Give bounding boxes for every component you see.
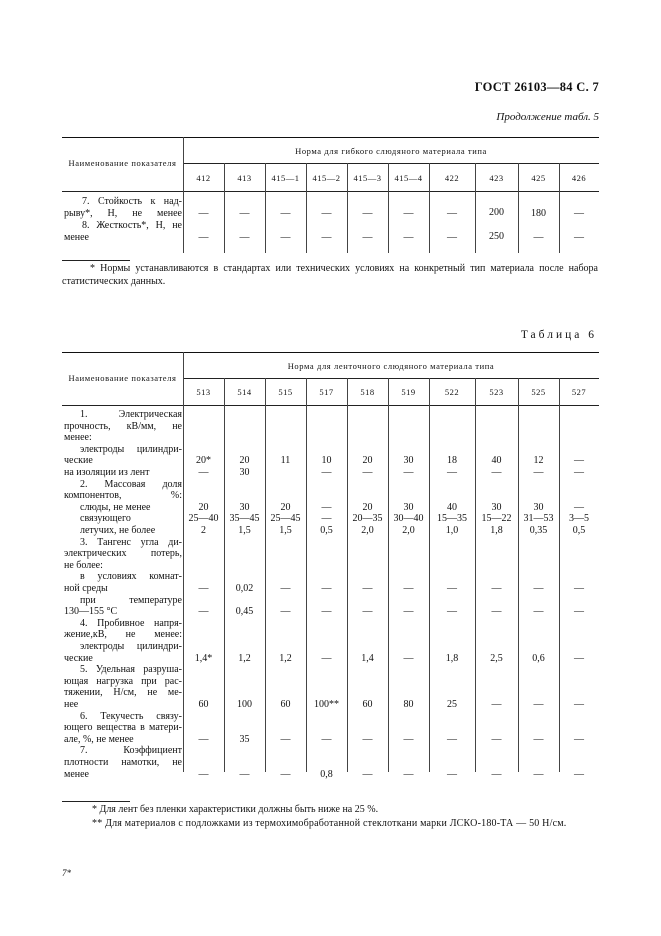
table-6-row-label: 3. Тангенс угла ди- [80, 536, 182, 548]
table-6-cell: 0,5 [572, 525, 586, 536]
table-6-cell: 2,0 [402, 525, 415, 536]
table-6-cell: — [491, 733, 502, 745]
table-5-cell: — [239, 232, 250, 243]
table-6-cell: — [280, 583, 291, 594]
table-6-group-rule [183, 378, 599, 379]
table-6-cell: — [447, 467, 457, 478]
table-6-row-label: электроды цилиндри- [80, 641, 182, 652]
table-5-cell: 250 [489, 231, 504, 242]
table-6-col-divider [265, 378, 266, 772]
table-6-cell: — [574, 583, 584, 594]
table-6-cell: 60 [362, 699, 373, 710]
table-6-cell: 31—53 [523, 513, 554, 525]
table-6-row-label: жение,кВ, не менее: [64, 629, 182, 641]
table-6-col-divider [475, 378, 476, 772]
table-6-cell: — [533, 768, 544, 780]
table-6-cell: — [403, 733, 414, 745]
table-6-row-label: ной среды [64, 583, 108, 594]
table-6-cell: — [198, 467, 209, 478]
table-5-cell: 200 [489, 207, 504, 218]
table-6-cell: — [198, 733, 209, 745]
table-6-cell: 25 [447, 699, 457, 710]
table-6-cell: 80 [403, 699, 414, 710]
table-6-cell: — [574, 606, 584, 618]
table-6-cell: 30 [403, 455, 414, 467]
table-6-cell: 15—35 [437, 513, 467, 525]
table-6-cell: — [280, 606, 291, 618]
table-6-cell: 25—40 [188, 513, 219, 525]
table-6-col-header: 517 [319, 387, 334, 397]
table-6-cell: 100** [314, 699, 339, 710]
table-6-cell: 30 [239, 467, 250, 478]
table-6-cell: — [321, 606, 332, 618]
table-6-row-label: тяжении, Н/см, не ме- [64, 687, 182, 699]
table-6-row-label: в условиях комнат- [80, 571, 182, 583]
table-6-cell: — [198, 583, 209, 594]
table-6-cell: — [403, 606, 414, 618]
table-6-cell: — [574, 467, 584, 478]
table-5-row-label: рыву*, Н, не менее [64, 208, 182, 219]
table-6-cell: 20 [239, 455, 250, 467]
table-6-row-label: слюды, не менее [80, 501, 151, 513]
table-6-row-label: ческие [64, 455, 93, 467]
table-6-cell: 0,35 [529, 525, 548, 536]
table-6-cell: 18 [447, 455, 457, 467]
table-6-cell: — [403, 467, 414, 478]
table-6-cell: 40 [491, 455, 502, 467]
table-5-cell: — [362, 232, 373, 243]
table-6-footnote-1: * Для лент без пленки характеристики должны быть ниже на 25 %. [92, 804, 379, 815]
table-6-cell: 10 [321, 455, 332, 467]
table-6-cell: — [447, 606, 457, 618]
table-5-group-rule [183, 163, 599, 164]
table-6-row-label: 5. Удельная разруша- [80, 664, 182, 676]
table-6-cell: — [491, 467, 502, 478]
table-6-cell: — [574, 699, 584, 710]
table-6-cell: — [403, 652, 414, 664]
page-header: ГОСТ 26103—84 С. 7 [474, 80, 599, 94]
table-6-cell: 30 [403, 501, 414, 513]
page-mark: 7* [62, 868, 71, 878]
table-6-cell: — [280, 768, 291, 780]
table-6-cell: — [321, 733, 332, 745]
table-6-cell: — [491, 606, 502, 618]
table-5-cell: — [403, 208, 414, 219]
table-6-row-label: 2. Массовая доля [80, 478, 182, 490]
table-6-cell: 1,5 [238, 525, 251, 536]
table-5-col-header: 415—1 [271, 173, 300, 183]
table-6-cell: — [574, 733, 584, 745]
table-6-row-label: прочность, кВ/мм, не [64, 420, 182, 432]
table-6-row-label: 1. Электрическая [80, 409, 182, 420]
table-6-row-label: электроды цилиндри- [80, 443, 182, 455]
table-6-cell: 20—35 [352, 513, 383, 525]
table-5-cell: — [447, 208, 457, 219]
table-5-cell: — [362, 208, 373, 219]
table-5-col-header: 425 [531, 173, 546, 183]
table-6-cell: — [574, 455, 584, 467]
table-6-cell: 0,45 [235, 606, 254, 618]
table-6-cell: — [362, 606, 373, 618]
table-6-cell: 1,5 [279, 525, 292, 536]
table-6-cell: — [198, 768, 209, 780]
table-5-cell: 180 [531, 208, 546, 219]
table-6-cell: — [198, 606, 209, 618]
table-6-row-label: 6. Текучесть связу- [80, 710, 182, 722]
table-6-cell: 12 [533, 455, 544, 467]
table-6-col-header: 513 [196, 387, 211, 397]
table-5-cell: — [574, 208, 584, 219]
table-5-top-rule [62, 137, 599, 138]
table-6-cell: 20 [280, 501, 291, 513]
table-6-row-label: 4. Пробивное напря- [80, 617, 182, 629]
table-6-cell: 0,6 [532, 652, 545, 664]
table-6-col-header: 527 [571, 387, 587, 397]
table-6-cell: 1,0 [445, 525, 459, 536]
table-6-cell: 2,5 [490, 652, 503, 664]
table-6-group-header: Норма для ленточного слюдяного материала типа [287, 361, 495, 371]
table-6-row-label: 7. Коэффициент [80, 745, 182, 757]
table-6-cell: 20* [196, 455, 211, 467]
table-5-col-header: 412 [196, 173, 211, 183]
table-6-cell: 1,4 [361, 652, 374, 664]
table-5-cell: — [447, 232, 457, 243]
table-6-cell: 2,0 [361, 525, 374, 536]
table-6-cell: — [280, 733, 291, 745]
table-6-cell: — [533, 606, 544, 618]
table-6-cell: 30 [533, 501, 544, 513]
table-6-cell: — [447, 733, 457, 745]
table-6-row-label: на изоляции из лент [64, 467, 150, 478]
table-6-cell: 15—22 [481, 513, 512, 525]
table-6-row-label: ющего вещества в матери- [64, 722, 182, 734]
table-6-row-label: при температуре [80, 594, 182, 606]
table-5-cell: — [280, 232, 291, 243]
table-6-footnote-2: ** Для материалов с подложками из термохимобработанной стеклоткани марки ЛСКО-180-ТА — 50 Н/см. [92, 818, 567, 829]
table-6-cell: 35—45 [229, 513, 260, 525]
table-6-title: Таблица 6 [520, 329, 597, 341]
table-6-cell: — [239, 768, 250, 780]
table-5-group-header: Норма для гибкого слюдяного материала типа [295, 146, 487, 156]
table-6-cell: — [321, 513, 332, 525]
table-5-cell: — [321, 232, 332, 243]
table-6-top-rule [62, 352, 599, 353]
table-6-row-label: 130—155 °С [64, 606, 118, 618]
table-6-cell: — [362, 583, 373, 594]
table-6-cell: — [533, 699, 544, 710]
table-6-cell: 30 [491, 501, 502, 513]
table-6-row-label: менее: [64, 432, 92, 444]
table-6-row-label: связующего [80, 513, 131, 525]
table-5-col-header: 415—4 [394, 173, 423, 183]
table-6-row-label: не более: [64, 559, 103, 571]
table-6-cell: — [321, 583, 332, 594]
table-6-row-label: ческие [64, 652, 93, 664]
table-6-cell: 1,4* [194, 652, 213, 664]
table-6-cell: — [447, 768, 457, 780]
table-6-cell: 1,8 [445, 652, 459, 664]
table-6-col-header: 515 [278, 387, 293, 397]
continuation-label: Продолжение табл. 5 [496, 111, 599, 123]
table-5-row-label: менее [64, 232, 89, 243]
table-5-cell: — [574, 232, 584, 243]
table-6-cell: 0,5 [320, 525, 333, 536]
table-6-cell: — [321, 501, 332, 513]
table-5-cell: — [321, 208, 332, 219]
table-6-col-divider [518, 378, 519, 772]
table-6-col-divider [559, 378, 560, 772]
table-6-cell: — [403, 768, 414, 780]
table-6-col-header: 519 [401, 387, 416, 397]
table-6-cell: 25—45 [270, 513, 301, 525]
table-6-cell: — [533, 467, 544, 478]
table-6-cell: — [362, 733, 373, 745]
table-5-cell: — [533, 232, 544, 243]
table-5-cell: — [198, 208, 209, 219]
table-6-row-label: ющая нагрузка при рас- [64, 675, 182, 687]
table-6-col-divider [347, 378, 348, 772]
table-6-row-label: электрических потерь, [64, 548, 182, 560]
table-5-col-header: 423 [489, 173, 504, 183]
table-5-col-header: 422 [444, 173, 460, 183]
table-6-cell: — [574, 501, 584, 513]
table-6-col-divider [224, 378, 225, 772]
table-6-cell: — [362, 768, 373, 780]
table-5-col-header: 415—2 [312, 173, 341, 183]
table-6-cell: — [491, 699, 502, 710]
footnote-divider [62, 801, 130, 802]
table-6-col-header: 518 [360, 387, 375, 397]
table-6-cell: 30—40 [393, 513, 424, 525]
table-6-cell: 1,2 [279, 652, 292, 664]
table-6-cell: — [362, 467, 373, 478]
table-6-row-label: менее [64, 768, 89, 780]
table-6-cell: 20 [362, 455, 373, 467]
table-6-cell: 0,02 [235, 583, 254, 594]
table-6-cell: — [533, 733, 544, 745]
table-6-col-divider [306, 378, 307, 772]
table-6-cell: 0,8 [320, 768, 333, 780]
table-6-row-label: компонентов, %: [64, 490, 182, 502]
table-6-row-label: летучих, не более [80, 525, 156, 536]
table-5-cell: — [239, 208, 250, 219]
table-6-cell: 11 [280, 455, 291, 467]
table-6-col-header: 523 [489, 387, 504, 397]
table-6-cell: 100 [237, 699, 252, 710]
table-5-row-label: 8. Жесткость*, Н, не [82, 220, 182, 231]
table-6-cell: — [403, 583, 414, 594]
table-6-cell: 40 [447, 501, 457, 513]
table-5-row-label: 7. Стойкость к над- [82, 196, 182, 207]
table-6-cell: — [574, 652, 584, 664]
table-6-cell: 3—5 [569, 513, 589, 525]
table-6-cell: — [533, 583, 544, 594]
table-6-cell: 20 [198, 501, 209, 513]
table-6-col-header: 522 [444, 387, 460, 397]
table-6-cell: 2 [201, 525, 206, 536]
table-6-col-header: 525 [531, 387, 546, 397]
table-5-col-header: 415—3 [353, 173, 382, 183]
table-6-col-header: 514 [237, 387, 252, 397]
table-6-cell: 30 [239, 501, 250, 513]
table-6-cell: — [491, 583, 502, 594]
table-6-cell: 20 [362, 501, 373, 513]
table-6-col-divider [388, 378, 389, 772]
table-6-cell: 60 [198, 699, 209, 710]
table-5-footnote: * Нормы устанавливаются в стандартах или технических условиях на конкретный тип материала после набора статистических данных. [62, 263, 598, 287]
table-5-col-header: 413 [237, 173, 252, 183]
table-6-col-divider [429, 378, 430, 772]
table-5-cell: — [403, 232, 414, 243]
table-5-cell: — [198, 232, 209, 243]
table-6-row-label: плотности намотки, не [64, 757, 182, 768]
table-6-cell: 35 [239, 733, 250, 745]
table-6-cell: — [447, 583, 457, 594]
table-6-cell: 1,8 [490, 525, 503, 536]
table-6-cell: — [491, 768, 502, 780]
table-6-name-header: Наименование показателя [68, 373, 177, 383]
table-5-name-header: Наименование показателя [68, 158, 177, 168]
table-6-row-label: але, %, не менее [64, 733, 134, 745]
table-6-cell: — [321, 467, 332, 478]
table-5-cell: — [280, 208, 291, 219]
table-6-cell: 1,2 [238, 652, 251, 664]
table-6-row-label: нее [64, 699, 79, 710]
table-5-col-header: 426 [571, 173, 587, 183]
table-6-cell: 60 [280, 699, 291, 710]
table-6-cell: — [321, 652, 332, 664]
table-5-footnote-divider [62, 260, 130, 261]
table-6-cell: — [574, 768, 584, 780]
